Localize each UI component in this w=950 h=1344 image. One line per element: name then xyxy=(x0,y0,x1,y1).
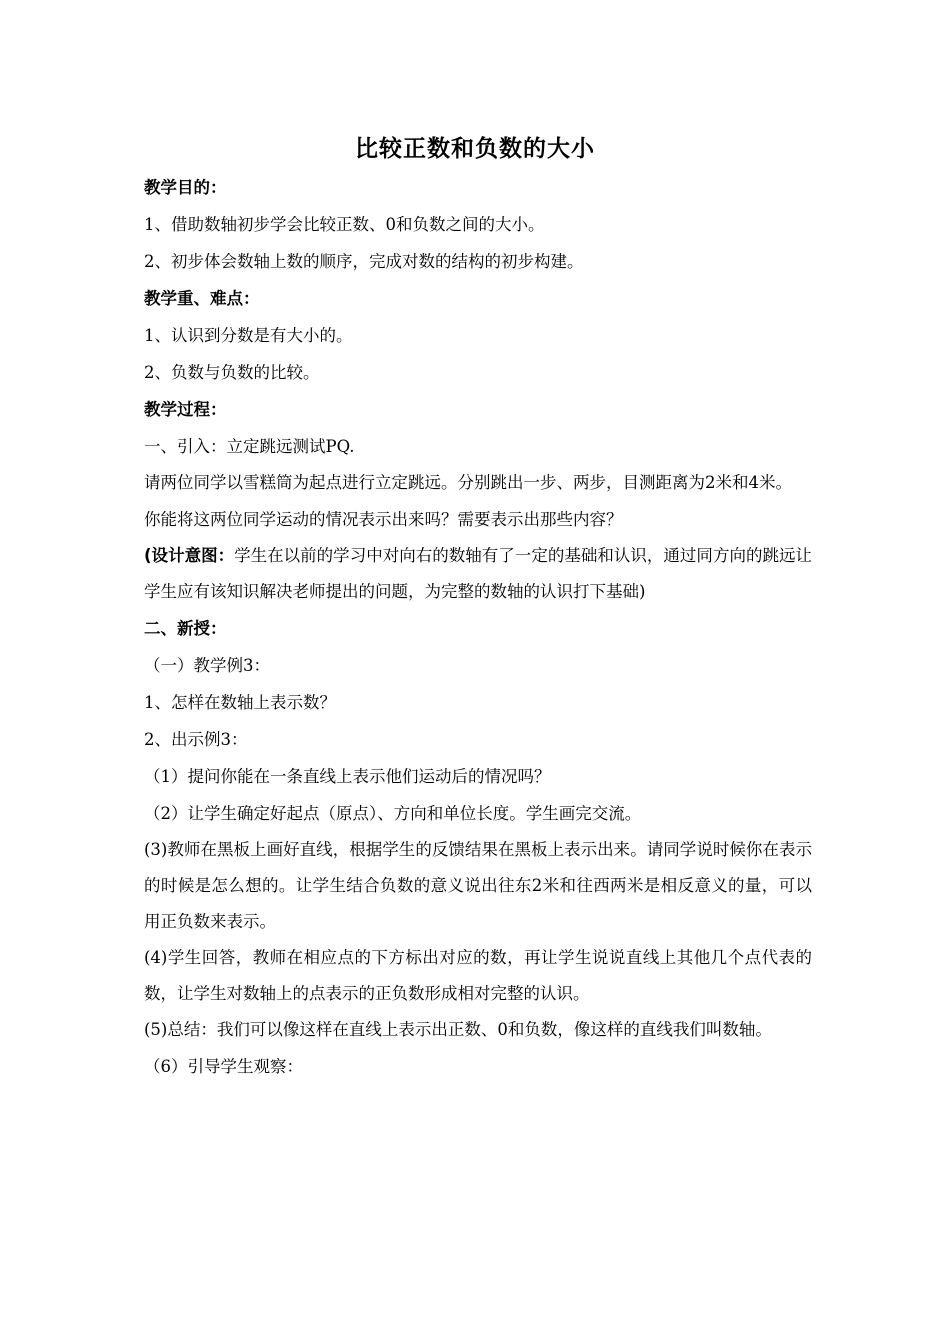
step-item: 2、出示例3： xyxy=(144,730,248,749)
substep-item: （2）让学生确定好起点（原点）、方向和单位长度。学生画完交流。 xyxy=(144,804,642,823)
objectives-heading: 教学目的： xyxy=(144,178,227,197)
substep-item: (5)总结：我们可以像这样在直线上表示出正数、0和负数，像这样的直线我们叫数轴。 xyxy=(144,1020,772,1039)
substep-item: （1）提问你能在一条直线上表示他们运动后的情况吗？ xyxy=(144,767,551,786)
key-points-heading: 教学重、难点： xyxy=(144,289,260,308)
example-title: （一）教学例3： xyxy=(144,656,270,675)
intro-paragraph: 请两位同学以雪糕筒为起点进行立定跳远。分别跳出一步、两步，目测距离为2米和4米。 xyxy=(144,473,792,492)
new-lesson-heading: 二、新授： xyxy=(144,619,227,638)
intro-question: 你能将这两位同学运动的情况表示出来吗？需要表示出那些内容？ xyxy=(144,510,623,529)
step-item: 1、怎样在数轴上表示数？ xyxy=(144,693,336,712)
design-intent-text: 学生在以前的学习中对向右的数轴有了一定的基础和认识，通过同方向的跳远让学生应有该知识解决老师提出的问题，为完整的数轴的认识打下基础) xyxy=(144,546,812,601)
process-heading: 教学过程： xyxy=(144,400,227,419)
objective-item: 2、初步体会数轴上数的顺序，完成对数的结构的初步构建。 xyxy=(144,252,584,271)
key-point-item: 1、认识到分数是有大小的。 xyxy=(144,326,353,345)
substep-item: （6）引导学生观察： xyxy=(144,1057,303,1076)
design-intent-label: (设计意图： xyxy=(144,546,235,565)
design-intent-paragraph xyxy=(144,538,812,610)
substep-item: (4)学生回答，教师在相应点的下方标出对应的数，再让学生说说直线上其他几个点代表的数，让学生对数轴上的点表示的正负数形成相对完整的认识。 xyxy=(144,948,812,1003)
document-body xyxy=(144,169,812,1085)
intro-title: 一、引入：立定跳远测试PQ. xyxy=(144,437,355,456)
key-point-item: 2、负数与负数的比较。 xyxy=(144,363,320,382)
substep-item: (3)教师在黑板上画好直线，根据学生的反馈结果在黑板上表示出来。请同学说时候你在表示的时候是怎么想的。让学生结合负数的意义说出往东2米和往西两米是相反意义的量，可以用正负数来表示。 xyxy=(144,840,812,931)
objective-item: 1、借助数轴初步学会比较正数、0和负数之间的大小。 xyxy=(144,215,545,234)
document-title: 比较正数和负数的大小 xyxy=(355,136,595,162)
